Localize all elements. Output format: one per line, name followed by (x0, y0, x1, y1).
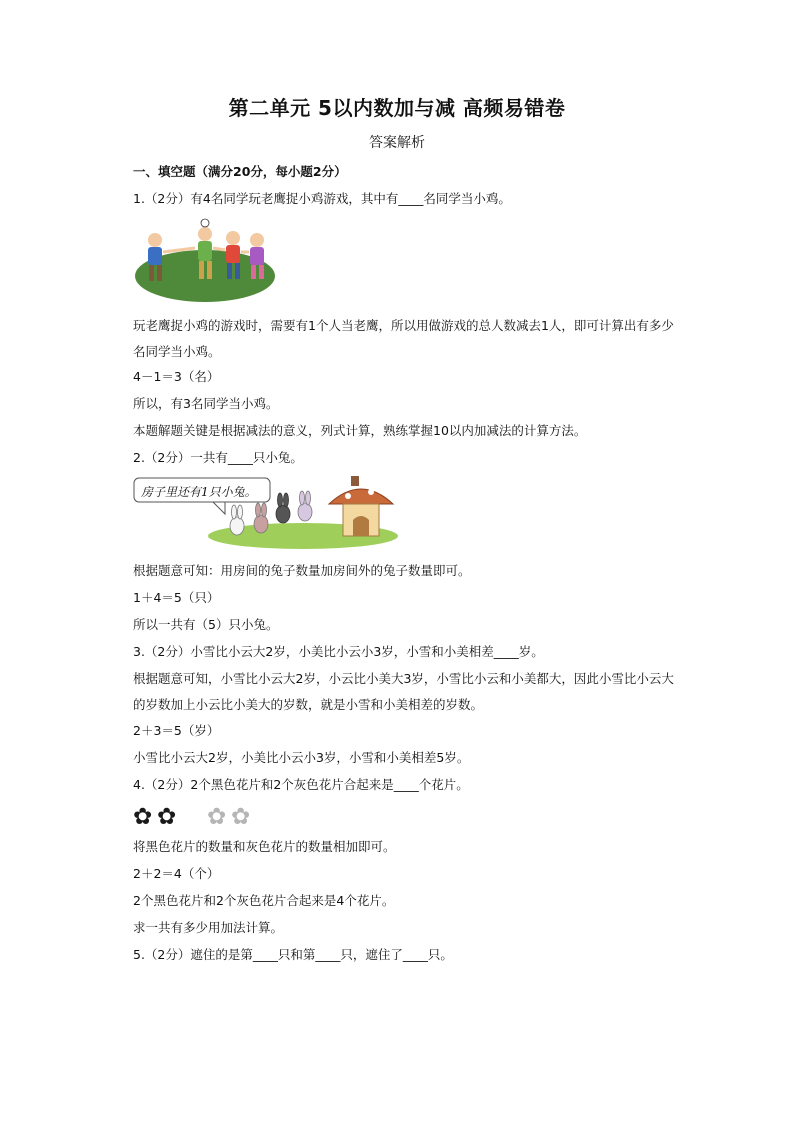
question-4-answer: 2个黑色花片和2个灰色花片合起来是4个花片。 (133, 893, 395, 908)
black-flower-icon: ✿ (133, 804, 153, 830)
question-1-formula: 4－1＝3（名） (133, 369, 220, 384)
question-2-formula: 1＋4＝5（只） (133, 590, 220, 605)
page-title: 第二单元 5以内数加与减 高频易错卷 (228, 96, 566, 120)
question-3-explanation: 根据题意可知，小雪比小云大2岁，小云比小美大3岁，小雪比小云和小美都大，因此小雪比小云大的岁数加上小云比小美大的岁数，就是小雪和小美相差的岁数。 (133, 671, 674, 712)
question-2-explanation: 根据题意可知：用房间的兔子数量加房间外的兔子数量即可。 (133, 563, 471, 578)
question-4-note: 求一共有多少用加法计算。 (133, 920, 284, 935)
page-subtitle: 答案解析 (369, 135, 425, 151)
question-4-formula: 2＋2＝4（个） (133, 866, 220, 881)
question-3-answer: 小雪比小云大2岁，小美比小云小3岁，小雪和小美相差5岁。 (133, 750, 470, 765)
question-4: 4.（2分）2个黑色花片和2个灰色花片合起来是____个花片。 (133, 777, 469, 792)
question-1: 1.（2分）有4名同学玩老鹰捉小鸡游戏，其中有____名同学当小鸡。 (133, 191, 511, 206)
question-1-answer: 所以，有3名同学当小鸡。 (133, 396, 279, 411)
question-3: 3.（2分）小雪比小云大2岁，小美比小云小3岁，小雪和小美相差____岁。 (133, 644, 544, 659)
gray-flower-icon: ✿ (207, 804, 227, 830)
question-1-note: 本题解题关键是根据减法的意义，列式计算，熟练掌握10以内加减法的计算方法。 (133, 423, 587, 438)
flower-chips-row (133, 804, 263, 830)
section-heading: 一、填空题（满分20分，每小题2分） (133, 164, 347, 179)
rabbits-illustration (133, 474, 403, 550)
question-5: 5.（2分）遮住的是第____只和第____只，遮住了____只。 (133, 947, 453, 962)
black-flower-icon: ✿ (157, 804, 177, 830)
question-2: 2.（2分）一共有____只小兔。 (133, 450, 303, 465)
gray-flower-icon: ✿ (231, 804, 251, 830)
question-4-explanation: 将黑色花片的数量和灰色花片的数量相加即可。 (133, 839, 396, 854)
speech-bubble-text: 房子里还有1只小兔。 (141, 485, 257, 499)
kids-playing-illustration (133, 214, 278, 304)
question-1-explanation: 玩老鹰捉小鸡的游戏时，需要有1个人当老鹰，所以用做游戏的总人数减去1人，即可计算出有多少名同学当小鸡。 (133, 318, 674, 359)
question-3-formula: 2＋3＝5（岁） (133, 723, 220, 738)
question-2-answer: 所以一共有（5）只小兔。 (133, 617, 279, 632)
